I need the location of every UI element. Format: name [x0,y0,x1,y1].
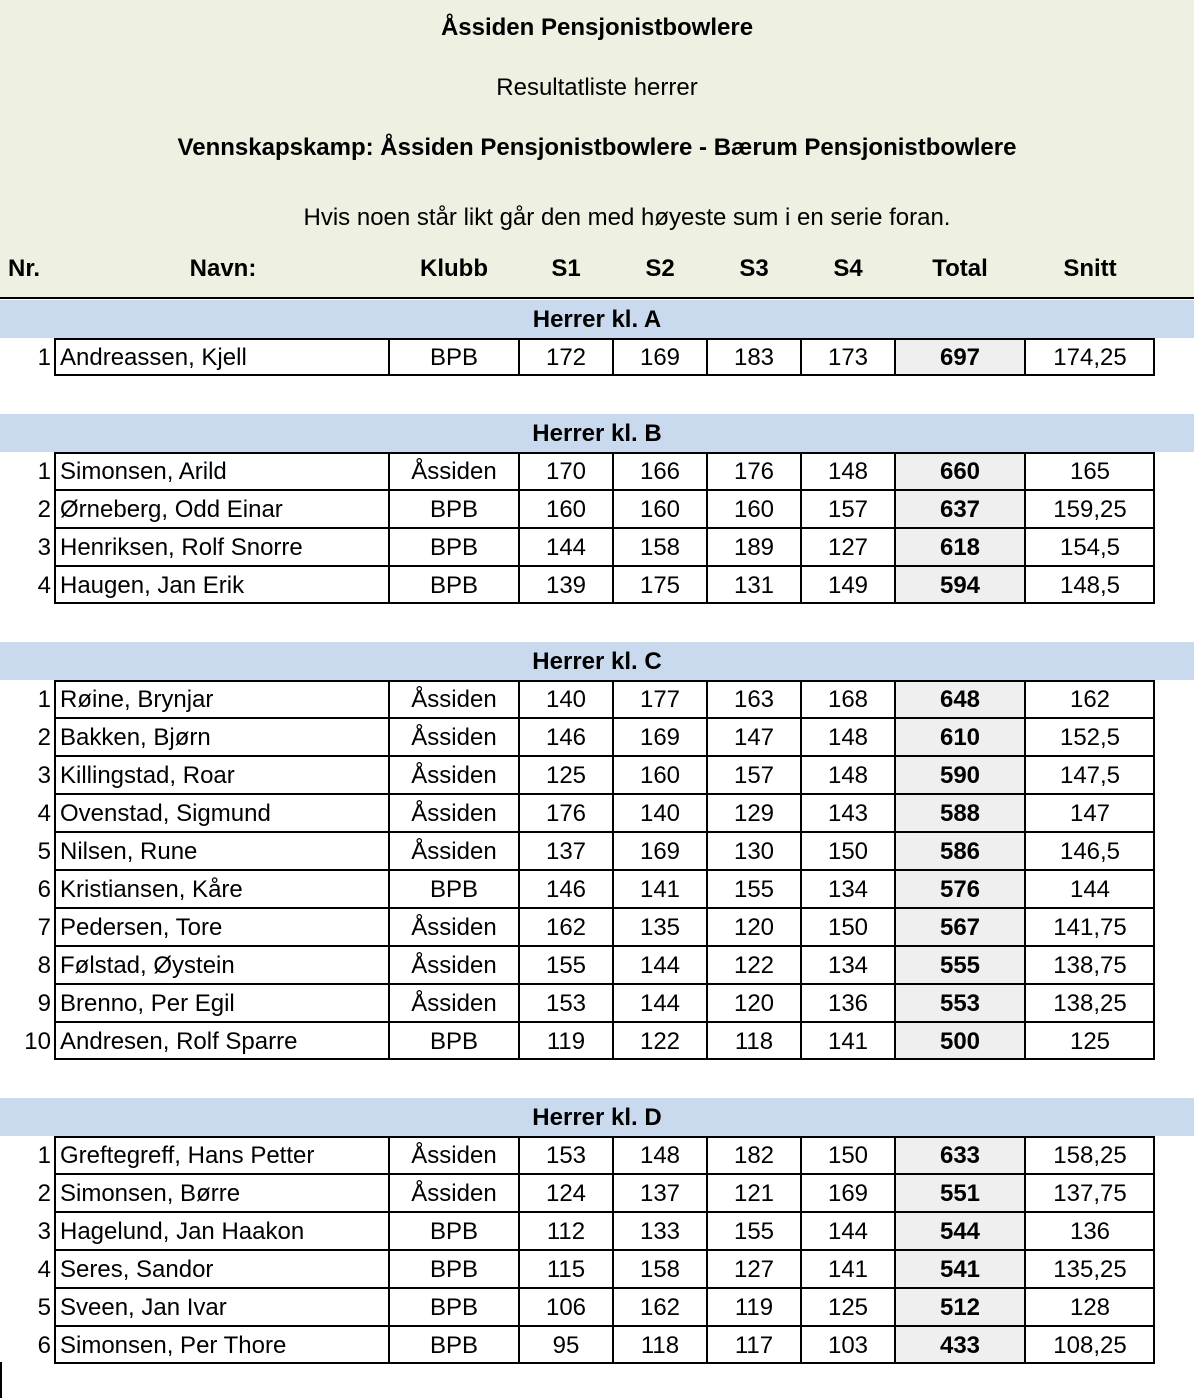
cell-total: 697 [895,338,1025,376]
cell-s4: 125 [827,1294,869,1321]
cell-total: 576 [895,870,1025,908]
cell-total: 610 [895,718,1025,756]
cell-total: 660 [895,452,1025,490]
cell-snitt: 158,25 [1053,1142,1127,1169]
column-header-s3: S3 [739,255,769,282]
row-divider [54,983,1155,985]
cell-snitt: 125 [1069,1028,1111,1055]
section-title: Herrer kl. A [0,300,1194,338]
cell-s3: 127 [733,1256,775,1283]
cell-snitt: 144 [1069,876,1111,903]
cell-total: 500 [895,1022,1025,1060]
row-divider [54,1173,1155,1175]
cell-klubb: BPB [429,1294,479,1321]
cell-s1: 160 [545,496,587,523]
cell-nr: 3 [37,534,51,561]
column-divider [612,338,614,376]
cell-total: 588 [895,794,1025,832]
cell-s2: 135 [639,914,681,941]
cell-klubb: BPB [429,1028,479,1055]
tiebreak-note: Hvis noen står likt går den med høyeste sum i en serie foran. [303,204,951,231]
cell-s4: 141 [827,1256,869,1283]
row-divider [54,717,1155,719]
cell-name: Simonsen, Arild [60,458,227,485]
column-divider [518,338,520,376]
row-divider [54,1287,1155,1289]
cell-nr: 8 [37,952,51,979]
cell-snitt: 165 [1069,458,1111,485]
cell-s3: 160 [733,496,775,523]
cell-s3: 118 [734,1028,774,1055]
cell-total: 553 [895,984,1025,1022]
cell-snitt: 152,5 [1059,724,1121,751]
cell-name: Andreassen, Kjell [60,344,247,371]
cell-s2: 144 [639,990,681,1017]
cell-klubb: BPB [429,1256,479,1283]
cell-s2: 144 [639,952,681,979]
cell-s1: 137 [545,838,587,865]
row-divider [54,945,1155,947]
column-header-s4: S4 [833,255,863,282]
row-divider [54,489,1155,491]
cell-snitt: 138,25 [1053,990,1127,1017]
cell-s2: 118 [640,1332,680,1359]
cell-name: Følstad, Øystein [60,952,235,979]
cell-name: Henriksen, Rolf Snorre [60,534,303,561]
cell-name: Ovenstad, Sigmund [60,800,271,827]
club-title: Åssiden Pensjonistbowlere [440,14,754,41]
cell-s1: 162 [545,914,587,941]
cell-name: Simonsen, Per Thore [60,1332,287,1359]
cell-nr: 7 [37,914,51,941]
row-divider [54,565,1155,567]
cell-name: Sveen, Jan Ivar [60,1294,227,1321]
cell-s3: 157 [733,762,775,789]
row-divider [54,527,1155,529]
cell-klubb: Åssiden [411,1142,497,1169]
cell-s4: 168 [827,686,869,713]
cell-s2: 169 [639,724,681,751]
cell-s3: 155 [733,876,775,903]
cell-snitt: 136 [1069,1218,1111,1245]
cell-s4: 134 [827,876,869,903]
cell-total: 567 [895,908,1025,946]
cell-klubb: Åssiden [411,990,497,1017]
cell-s2: 148 [639,1142,681,1169]
cell-snitt: 108,25 [1053,1332,1127,1359]
cell-nr: 1 [37,1142,51,1169]
cell-klubb: Åssiden [411,458,497,485]
cell-total: 433 [895,1326,1025,1364]
cell-total: 648 [895,680,1025,718]
cell-nr: 1 [37,344,51,371]
cell-snitt: 147 [1069,800,1111,827]
cell-s4: 148 [827,458,869,485]
cell-nr: 1 [37,458,51,485]
cell-s1: 146 [545,724,587,751]
cell-name: Greftegreff, Hans Petter [60,1142,315,1169]
cell-s4: 103 [827,1332,869,1359]
cell-total: 633 [895,1136,1025,1174]
cell-s1: 172 [545,344,587,371]
cell-nr: 2 [37,724,51,751]
cell-snitt: 135,25 [1053,1256,1127,1283]
cell-s1: 139 [545,572,587,599]
cell-s3: 131 [733,572,775,599]
cell-name: Andresen, Rolf Sparre [60,1028,298,1055]
cell-klubb: Åssiden [411,800,497,827]
cell-snitt: 162 [1069,686,1111,713]
header-rule [0,297,1194,299]
column-header-s2: S2 [645,255,675,282]
cell-s3: 119 [734,1294,774,1321]
cell-s1: 144 [545,534,587,561]
column-divider [894,338,896,376]
cell-nr: 6 [37,876,51,903]
cell-s1: 153 [545,990,587,1017]
cell-klubb: BPB [429,1218,479,1245]
cell-name: Killingstad, Roar [60,762,235,789]
cell-nr: 6 [37,1332,51,1359]
cell-snitt: 141,75 [1053,914,1127,941]
cell-name: Haugen, Jan Erik [60,572,245,599]
cell-nr: 2 [37,1180,51,1207]
cell-name: Nilsen, Rune [60,838,198,865]
cell-klubb: Åssiden [411,724,497,751]
cell-s3: 120 [733,914,775,941]
cell-s2: 140 [639,800,681,827]
cell-nr: 10 [24,1028,51,1055]
cell-s2: 133 [639,1218,681,1245]
column-divider [388,338,390,376]
cell-name: Brenno, Per Egil [60,990,235,1017]
cell-nr: 4 [37,800,51,827]
cell-s1: 140 [545,686,587,713]
row-divider [54,907,1155,909]
cell-s2: 141 [639,876,681,903]
cell-s2: 169 [639,838,681,865]
column-divider [706,338,708,376]
cell-nr: 3 [37,762,51,789]
cell-total: 541 [895,1250,1025,1288]
cell-klubb: Åssiden [411,1180,497,1207]
cell-name: Seres, Sandor [60,1256,214,1283]
cell-s1: 95 [552,1332,580,1359]
cell-snitt: 148,5 [1059,572,1121,599]
cell-s3: 121 [733,1180,775,1207]
cell-total: 544 [895,1212,1025,1250]
cell-name: Kristiansen, Kåre [60,876,243,903]
cell-nr: 1 [37,686,51,713]
cell-s3: 117 [734,1332,774,1359]
cell-total: 512 [895,1288,1025,1326]
list-title: Resultatliste herrer [496,74,698,101]
cell-nr: 4 [37,1256,51,1283]
cell-s2: 137 [639,1180,681,1207]
cell-nr: 5 [37,1294,51,1321]
cell-s4: 134 [827,952,869,979]
row-divider [54,1021,1155,1023]
cell-s1: 106 [545,1294,587,1321]
cell-s3: 122 [733,952,775,979]
cell-s1: 124 [545,1180,587,1207]
cell-s1: 153 [545,1142,587,1169]
cell-s3: 183 [733,344,775,371]
cell-klubb: BPB [429,534,479,561]
row-divider [54,755,1155,757]
row-divider [54,1249,1155,1251]
cell-klubb: BPB [429,572,479,599]
row-divider [54,831,1155,833]
cell-s4: 149 [827,572,869,599]
cell-total: 586 [895,832,1025,870]
cell-s2: 160 [639,496,681,523]
cell-klubb: Åssiden [411,952,497,979]
cell-snitt: 138,75 [1053,952,1127,979]
text-cursor [0,1362,2,1398]
cell-snitt: 159,25 [1053,496,1127,523]
cell-s3: 182 [733,1142,775,1169]
column-header-s1: S1 [551,255,581,282]
cell-name: Ørneberg, Odd Einar [60,496,283,523]
cell-snitt: 146,5 [1059,838,1121,865]
cell-total: 555 [895,946,1025,984]
row-divider [54,1325,1155,1327]
cell-s2: 158 [639,1256,681,1283]
cell-nr: 4 [37,572,51,599]
cell-s4: 127 [827,534,869,561]
cell-s3: 176 [733,458,775,485]
section-title: Herrer kl. C [0,642,1194,680]
match-title: Vennskapskamp: Åssiden Pensjonistbowlere - Bærum Pensjonistbowlere [177,134,1017,161]
cell-total: 618 [895,528,1025,566]
column-header-name: Navn: [189,255,257,282]
cell-s2: 169 [639,344,681,371]
row-divider [54,793,1155,795]
cell-snitt: 154,5 [1059,534,1121,561]
cell-s2: 160 [639,762,681,789]
column-header-total: Total [932,255,988,282]
cell-klubb: BPB [429,496,479,523]
cell-s2: 122 [639,1028,681,1055]
cell-name: Bakken, Bjørn [60,724,211,751]
cell-s3: 155 [733,1218,775,1245]
cell-s1: 119 [546,1028,586,1055]
cell-name: Hagelund, Jan Haakon [60,1218,305,1245]
cell-s2: 158 [639,534,681,561]
cell-snitt: 128 [1069,1294,1111,1321]
cell-s4: 143 [827,800,869,827]
cell-klubb: Åssiden [411,914,497,941]
cell-s4: 157 [827,496,869,523]
cell-s3: 129 [733,800,775,827]
cell-total: 551 [895,1174,1025,1212]
cell-s1: 115 [546,1256,586,1283]
cell-s1: 176 [545,800,587,827]
cell-s4: 141 [827,1028,869,1055]
cell-s1: 170 [545,458,587,485]
cell-s1: 125 [545,762,587,789]
cell-klubb: Åssiden [411,686,497,713]
cell-snitt: 137,75 [1053,1180,1127,1207]
column-divider [800,338,802,376]
cell-s4: 144 [827,1218,869,1245]
cell-s2: 175 [639,572,681,599]
cell-nr: 9 [37,990,51,1017]
cell-name: Røine, Brynjar [60,686,214,713]
row-divider [54,1211,1155,1213]
row-divider [54,869,1155,871]
cell-klubb: BPB [429,876,479,903]
cell-s3: 163 [733,686,775,713]
cell-name: Pedersen, Tore [60,914,223,941]
cell-s3: 189 [733,534,775,561]
cell-s1: 112 [546,1218,586,1245]
cell-s4: 173 [827,344,869,371]
column-divider [1024,338,1026,376]
cell-s3: 130 [733,838,775,865]
column-header-snitt: Snitt [1063,255,1117,282]
cell-s4: 148 [827,724,869,751]
cell-name: Simonsen, Børre [60,1180,241,1207]
column-header-klubb: Klubb [420,255,488,282]
cell-s4: 136 [827,990,869,1017]
cell-s1: 155 [545,952,587,979]
cell-s2: 177 [639,686,681,713]
cell-s4: 150 [827,1142,869,1169]
section-title: Herrer kl. B [0,414,1194,452]
section-title: Herrer kl. D [0,1098,1194,1136]
cell-s3: 120 [733,990,775,1017]
cell-s3: 147 [733,724,775,751]
cell-s2: 166 [639,458,681,485]
column-header-nr: Nr. [7,255,40,282]
cell-s1: 146 [545,876,587,903]
section-grid-border [54,338,1155,376]
cell-nr: 2 [37,496,51,523]
cell-snitt: 147,5 [1059,762,1121,789]
cell-s4: 150 [827,838,869,865]
cell-total: 594 [895,566,1025,604]
cell-s2: 162 [639,1294,681,1321]
cell-nr: 5 [37,838,51,865]
cell-snitt: 174,25 [1053,344,1127,371]
cell-klubb: BPB [429,344,479,371]
cell-total: 590 [895,756,1025,794]
cell-total: 637 [895,490,1025,528]
cell-nr: 3 [37,1218,51,1245]
cell-s4: 148 [827,762,869,789]
cell-klubb: Åssiden [411,838,497,865]
cell-klubb: Åssiden [411,762,497,789]
cell-s4: 169 [827,1180,869,1207]
cell-klubb: BPB [429,1332,479,1359]
cell-s4: 150 [827,914,869,941]
